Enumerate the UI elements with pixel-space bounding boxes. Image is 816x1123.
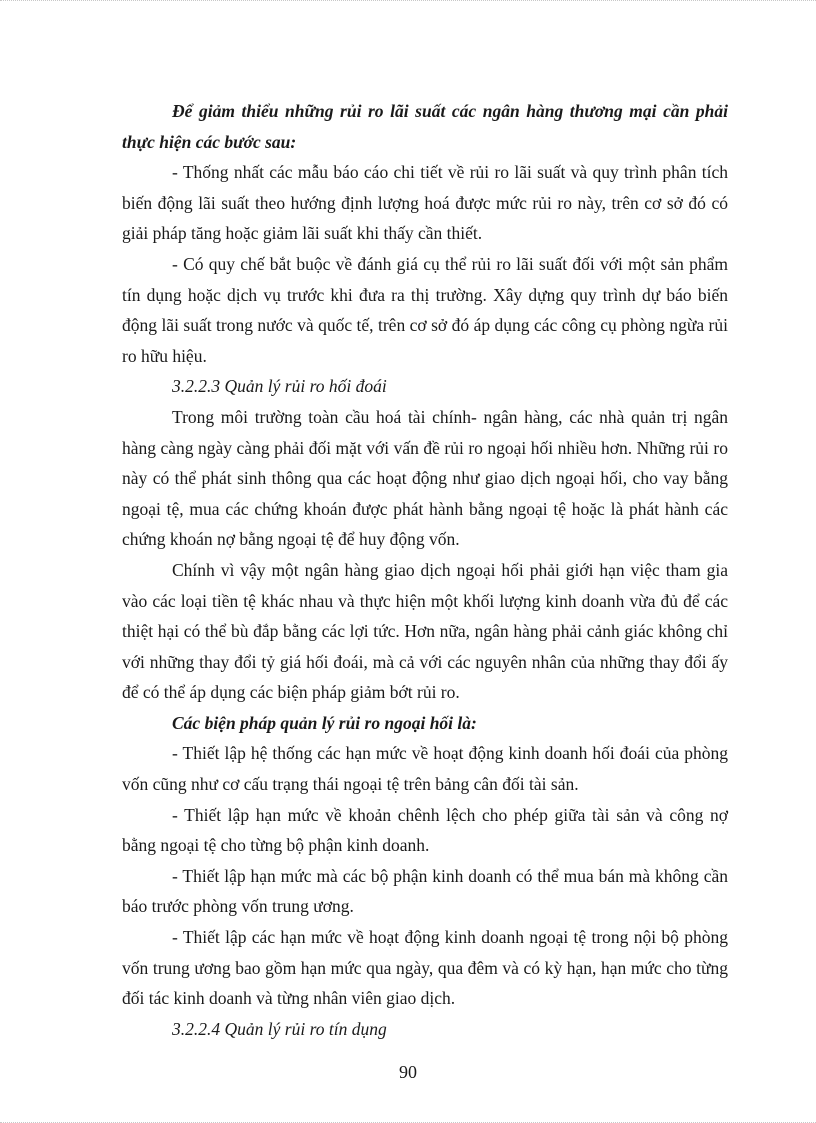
paragraph-heading-interest-risk: Để giảm thiểu những rủi ro lãi suất các ngân hàng thương mại cần phải thực hiện các bước sau: bbox=[122, 101, 728, 152]
paragraph-fx-measure-4: - Thiết lập các hạn mức về hoạt động kinh doanh ngoại tệ trong nội bộ phòng vốn trung ương bao gồm hạn mức qua ngày, qua đêm và có kỳ hạn, hạn mức cho từng đối tác kinh doanh và từng nhân viên giao dịch. bbox=[122, 927, 728, 1009]
page-number: 90 bbox=[399, 1062, 417, 1082]
paragraph-interest-step-1: - Thống nhất các mẫu báo cáo chi tiết về rủi ro lãi suất và quy trình phân tích biến động lãi suất theo hướng định lượng hoá được mức rủi ro này, trên cơ sở đó có giải pháp tăng hoặc giảm lãi suất khi thấy cần thiết. bbox=[122, 162, 728, 244]
paragraph-fx-measure-2: - Thiết lập hạn mức về khoản chênh lệch cho phép giữa tài sản và công nợ bằng ngoại tệ cho từng bộ phận kinh doanh. bbox=[122, 804, 728, 856]
document-body bbox=[122, 96, 728, 1044]
paragraph-fx-intro: Trong môi trường toàn cầu hoá tài chính- ngân hàng, các nhà quản trị ngân hàng càng ngày càng phải đối mặt với vấn đề rủi ro ngoại hối nhiều hơn. Những rủi ro này có thể phát sinh thông qua các hoạt động như giao dịch ngoại hối, cho vay bằng ngoại tệ, mua các chứng khoán được phát hành bằng ngoại tệ hoặc là phát hành các chứng khoán nợ bằng ngoại tệ để huy động vốn. bbox=[122, 406, 728, 550]
paragraph-fx-limits: Chính vì vậy một ngân hàng giao dịch ngoại hối phải giới hạn việc tham gia vào các loại tiền tệ khác nhau và thực hiện một khối lượng kinh doanh vừa đủ để các thiệt hại có thể bù đắp bằng các lợi tức. Hơn nữa, ngân hàng phải cảnh giác không chỉ với những thay đổi tỷ giá hối đoái, mà cả với các nguyên nhân của những thay đổi ấy để có thể áp dụng các biện pháp giảm bớt rủi ro. bbox=[122, 559, 728, 703]
section-heading-3-2-2-3: 3.2.2.3 Quản lý rủi ro hối đoái bbox=[172, 376, 387, 397]
paragraph-fx-measure-3: - Thiết lập hạn mức mà các bộ phận kinh doanh có thể mua bán mà không cần báo trước phòng vốn trung ương. bbox=[122, 865, 728, 917]
paragraph-heading-fx-measures: Các biện pháp quản lý rủi ro ngoại hối là: bbox=[172, 712, 477, 733]
paragraph-interest-step-2: - Có quy chế bắt buộc về đánh giá cụ thể rủi ro lãi suất đối với một sản phẩm tín dụng hoặc dịch vụ trước khi đưa ra thị trường. Xây dựng quy trình dự báo biến động lãi suất trong nước và quốc tế, trên cơ sở đó áp dụng các công cụ phòng ngừa rủi ro hữu hiệu. bbox=[122, 253, 728, 366]
section-heading-3-2-2-4: 3.2.2.4 Quản lý rủi ro tín dụng bbox=[172, 1018, 387, 1039]
paragraph-fx-measure-1: - Thiết lập hệ thống các hạn mức về hoạt động kinh doanh hối đoái của phòng vốn cũng như cơ cấu trạng thái ngoại tệ trên bảng cân đối tài sản. bbox=[122, 743, 728, 795]
page-top-dotted-border bbox=[0, 0, 816, 3]
